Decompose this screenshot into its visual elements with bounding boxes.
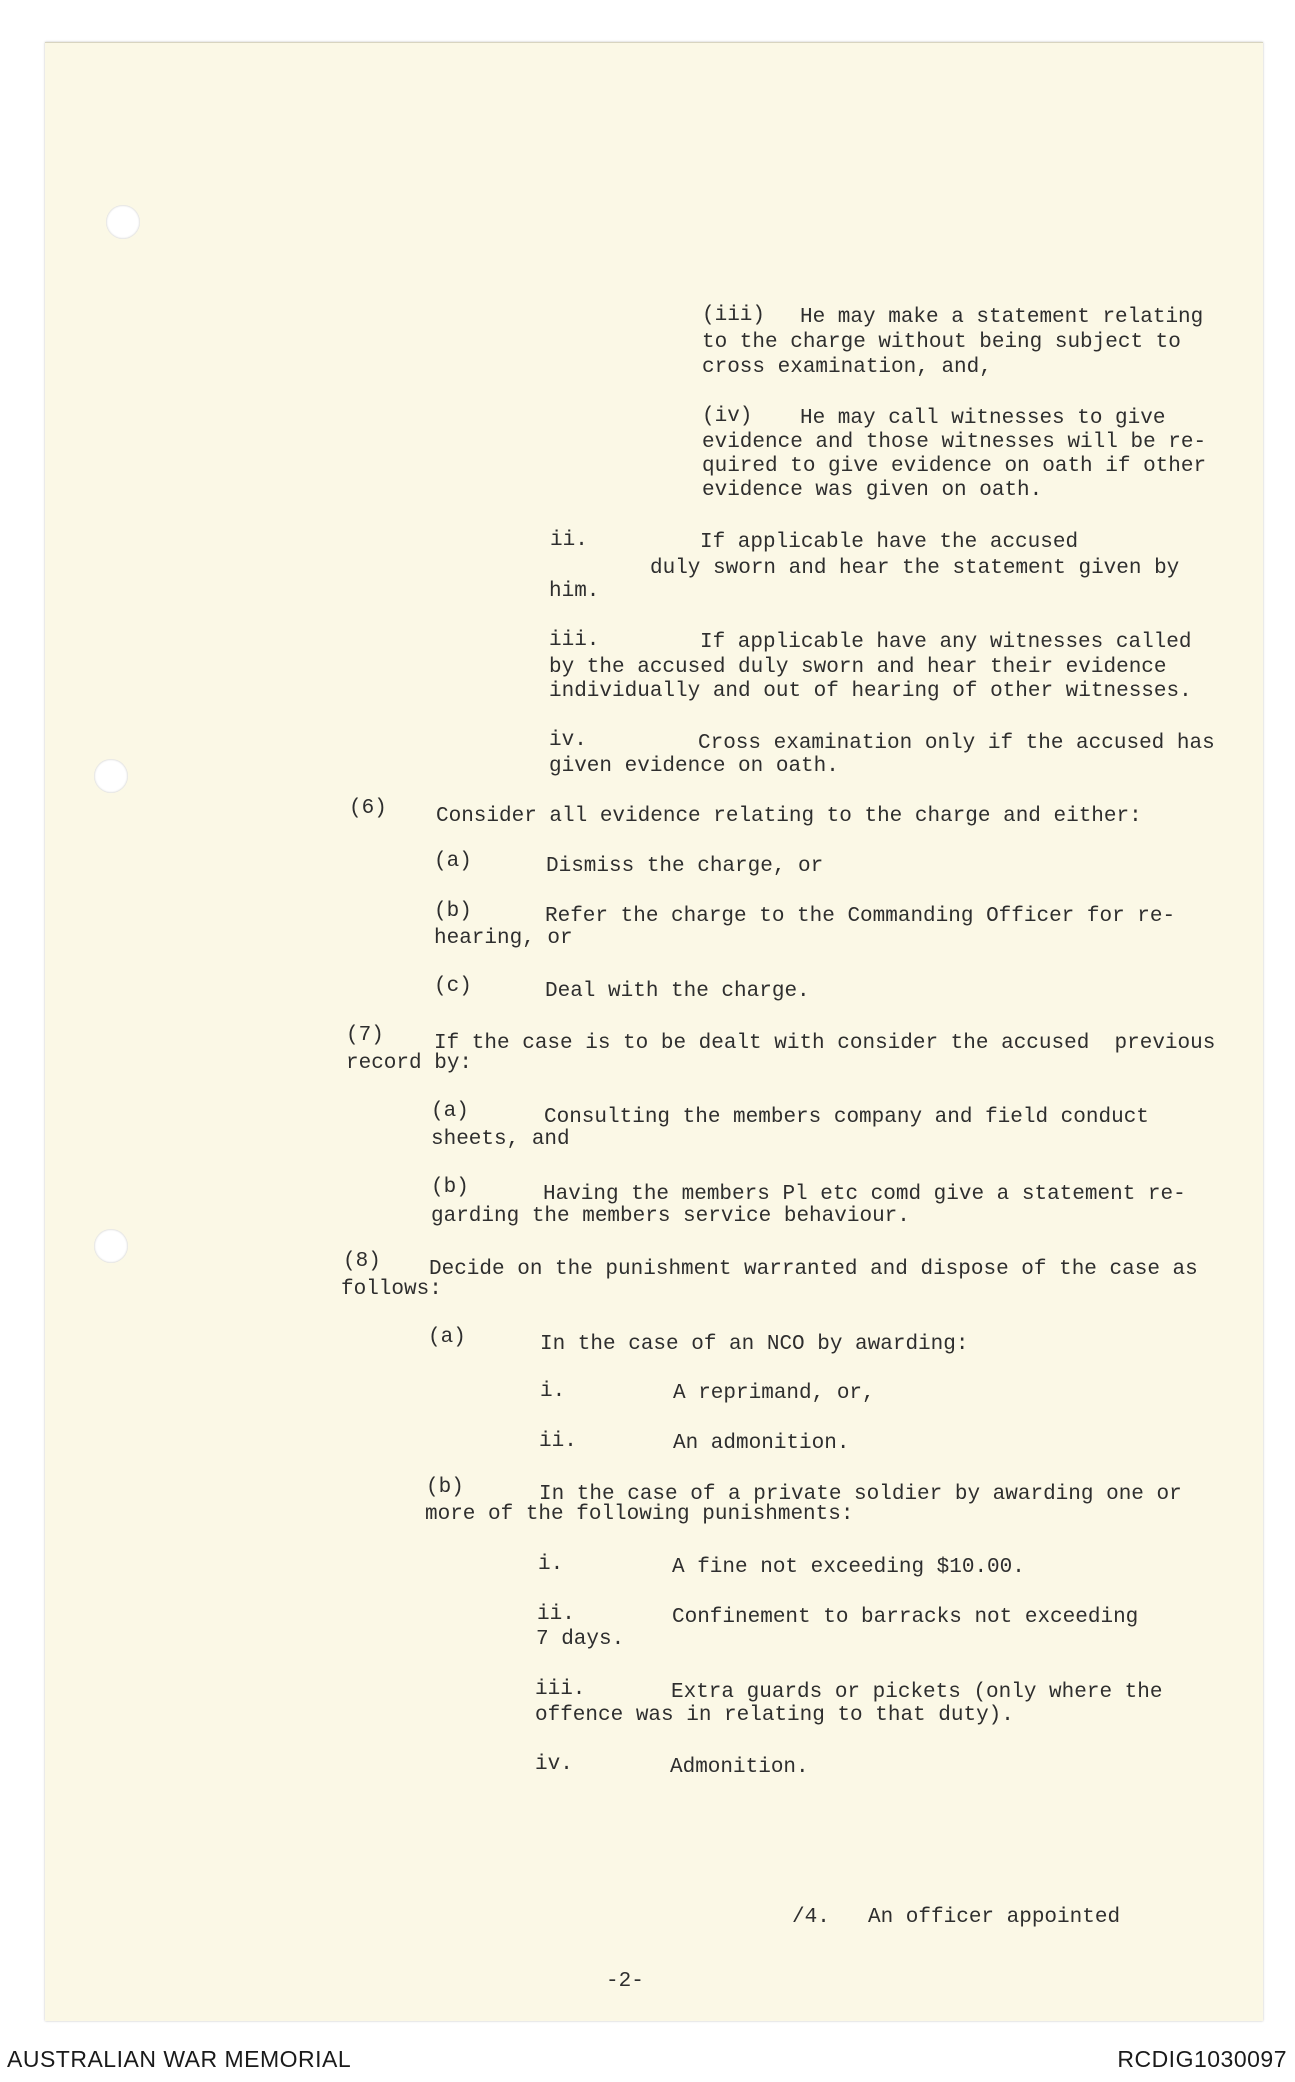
item-text: given evidence on oath. [549,755,839,778]
page-number: -2- [606,1970,644,1993]
item-text: more of the following punishments: [425,1503,854,1526]
item-label: (a) [434,850,472,873]
item-text: Refer the charge to the Commanding Officer for re- [545,905,1176,928]
item-text: follows: [341,1278,442,1301]
item-text: Deal with the charge. [545,980,810,1003]
item-text: A reprimand, or, [673,1382,875,1405]
continuation-text: An officer appointed [868,1906,1121,1929]
item-label: iii. [535,1678,586,1701]
footer-id: RCDIG1030097 [1117,2046,1287,2072]
punch-hole [106,205,140,239]
footer-source: AUSTRALIAN WAR MEMORIAL [7,2046,352,2072]
item-label: (iii) [702,304,766,327]
item-label: i. [538,1553,564,1576]
item-text: quired to give evidence on oath if other [702,455,1207,478]
item-text: duly sworn and hear the statement given by [650,557,1180,580]
item-text: offence was in relating to that duty). [535,1704,1014,1727]
section-number: (8) [343,1250,381,1273]
section-number: (7) [346,1024,384,1047]
item-text: Consulting the members company and field conduct [544,1106,1149,1129]
item-text: If the case is to be dealt with consider the accused previous [434,1032,1216,1055]
item-text: Dismiss the charge, or [546,855,824,878]
item-text: If applicable have the accused [700,531,1079,554]
item-label: ii. [537,1603,575,1626]
item-text: Consider all evidence relating to the charge and either: [436,805,1142,828]
item-label: ii. [539,1430,577,1453]
item-label: iv. [549,729,587,752]
item-text: him. [549,580,600,603]
item-label: (c) [434,975,472,998]
item-label: (a) [431,1100,469,1123]
item-label: (b) [426,1476,464,1499]
item-text: Cross examination only if the accused has [698,732,1215,755]
item-text: Decide on the punishment warranted and dispose of the case as [429,1258,1198,1281]
punch-hole [94,1229,128,1263]
item-text: sheets, and [431,1128,570,1151]
item-text: by the accused duly sworn and hear their evidence [549,656,1167,679]
item-text: cross examination, and, [702,356,992,379]
item-label: (b) [434,900,472,923]
item-label: (iv) [702,405,753,428]
item-label: (b) [431,1176,469,1199]
item-text: Having the members Pl etc comd give a statement re- [543,1183,1186,1206]
item-text: He may call witnesses to give [800,407,1166,430]
item-text: If applicable have any witnesses called [700,631,1192,654]
item-label: ii. [550,529,588,552]
item-text: to the charge without being subject to [702,331,1181,354]
item-text: individually and out of hearing of other witnesses. [549,680,1192,703]
item-text: garding the members service behaviour. [431,1205,910,1228]
item-text: 7 days. [536,1628,625,1651]
punch-hole [94,759,128,793]
item-text: An admonition. [673,1432,850,1455]
section-number: (6) [349,797,387,820]
continuation-marker: /4. [792,1906,830,1929]
item-text: In the case of an NCO by awarding: [540,1333,969,1356]
item-label: i. [540,1380,566,1403]
item-text: In the case of a private soldier by awarding one or [539,1483,1182,1506]
item-text: He may make a statement relating [800,306,1204,329]
item-label: (a) [428,1326,466,1349]
item-text: record by: [346,1052,473,1075]
item-text: A fine not exceeding $10.00. [672,1556,1025,1579]
item-label: iii. [549,629,600,652]
item-label: iv. [535,1753,573,1776]
item-text: evidence was given on oath. [702,479,1043,502]
item-text: Extra guards or pickets (only where the [671,1681,1163,1704]
item-text: evidence and those witnesses will be re- [702,431,1207,454]
item-text: Admonition. [670,1756,809,1779]
item-text: hearing, or [434,927,573,950]
item-text: Confinement to barracks not exceeding [672,1606,1139,1629]
